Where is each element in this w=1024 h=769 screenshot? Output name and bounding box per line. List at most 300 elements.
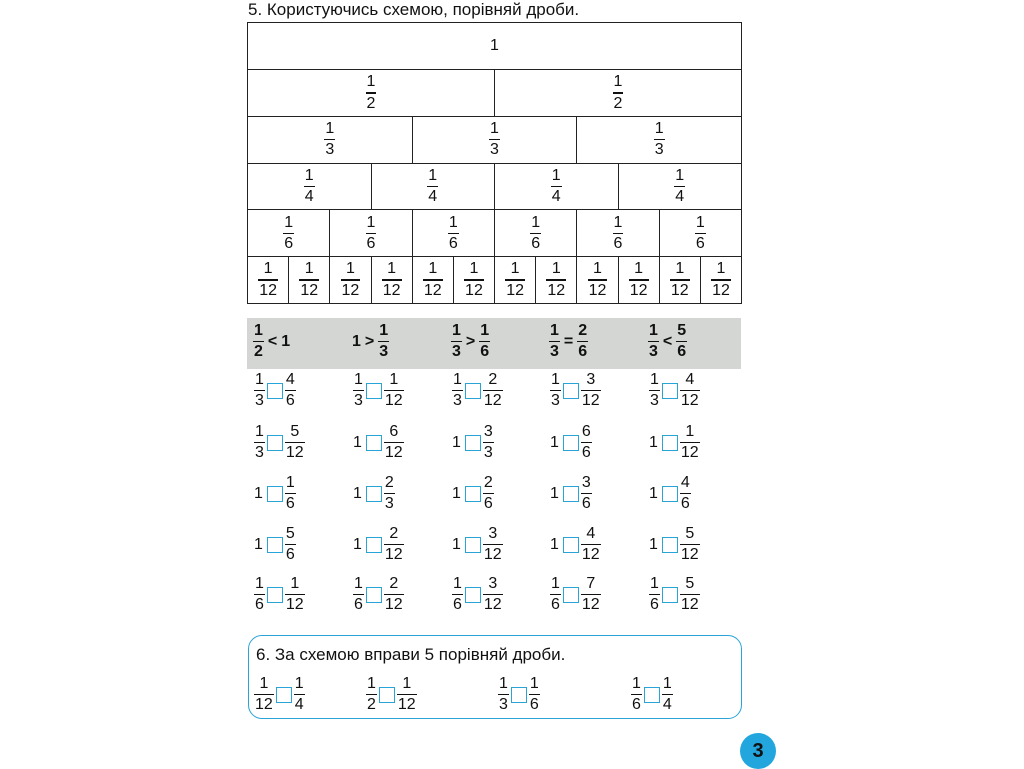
whole-number: 1 bbox=[353, 484, 362, 502]
fraction bbox=[549, 323, 560, 360]
fraction-bar bbox=[680, 594, 700, 595]
comparison-item bbox=[649, 424, 700, 461]
comparison-item bbox=[649, 372, 700, 409]
answer-box[interactable] bbox=[465, 486, 481, 502]
fraction bbox=[254, 424, 265, 461]
strip-row bbox=[248, 164, 742, 211]
denominator: 12 bbox=[384, 546, 403, 564]
denominator: 3 bbox=[354, 392, 363, 410]
numerator: 1 bbox=[499, 675, 508, 692]
example-comparison bbox=[352, 323, 389, 360]
comparison-item bbox=[452, 526, 503, 563]
numerator: 1 bbox=[402, 675, 412, 692]
numerator: 1 bbox=[389, 371, 399, 388]
example-comparison bbox=[451, 323, 490, 360]
fraction-bar bbox=[581, 493, 592, 494]
denominator: 12 bbox=[285, 596, 304, 614]
answer-box[interactable] bbox=[465, 383, 481, 399]
numerator: 1 bbox=[662, 675, 672, 692]
fraction bbox=[648, 323, 659, 360]
task5-title: 5. Користуючись схемою, порівняй дроби. bbox=[248, 0, 580, 19]
answer-box[interactable] bbox=[563, 587, 579, 603]
comparison-item bbox=[649, 526, 700, 563]
answer-box[interactable] bbox=[366, 587, 382, 603]
answer-box[interactable] bbox=[366, 435, 382, 451]
fraction bbox=[680, 475, 691, 512]
fraction-bar bbox=[384, 544, 404, 545]
fraction bbox=[254, 372, 265, 409]
fraction bbox=[662, 676, 673, 713]
fraction bbox=[366, 74, 377, 111]
denominator: 3 bbox=[649, 343, 658, 361]
fraction-bar bbox=[479, 341, 490, 342]
numerator: 1 bbox=[325, 120, 335, 138]
comparison-item bbox=[254, 676, 305, 713]
whole-number: 1 bbox=[452, 484, 461, 502]
example-comparison bbox=[549, 323, 588, 360]
answer-box[interactable] bbox=[563, 537, 579, 553]
comparison-item bbox=[550, 424, 592, 461]
fraction bbox=[680, 576, 700, 613]
numerator: 1 bbox=[345, 260, 355, 278]
fraction bbox=[670, 261, 690, 298]
numerator: 1 bbox=[304, 166, 314, 184]
fraction-bar bbox=[285, 493, 296, 494]
answer-box[interactable] bbox=[267, 587, 283, 603]
strip-cell bbox=[660, 257, 701, 303]
numerator: 1 bbox=[634, 260, 644, 278]
answer-box[interactable] bbox=[267, 383, 283, 399]
fraction-bar bbox=[680, 493, 691, 494]
fraction bbox=[353, 576, 364, 613]
numerator: 5 bbox=[290, 423, 300, 440]
comparison-item bbox=[353, 475, 395, 512]
numerator: 1 bbox=[650, 371, 659, 388]
fraction-bar bbox=[662, 694, 673, 695]
fraction-bar bbox=[324, 139, 335, 140]
fraction-bar bbox=[577, 341, 588, 342]
denominator: 3 bbox=[325, 141, 335, 159]
fraction-bar bbox=[670, 279, 690, 280]
numerator: 1 bbox=[452, 322, 461, 339]
fraction bbox=[581, 526, 601, 563]
numerator: 1 bbox=[254, 322, 263, 339]
numerator: 1 bbox=[551, 166, 561, 184]
answer-box[interactable] bbox=[511, 687, 527, 703]
strip-cell bbox=[660, 210, 742, 256]
fraction bbox=[452, 372, 463, 409]
fraction-bar bbox=[581, 544, 601, 545]
comparison-item bbox=[353, 576, 404, 613]
fraction-bar bbox=[629, 279, 649, 280]
denominator: 12 bbox=[300, 281, 319, 299]
numerator: 1 bbox=[290, 575, 300, 592]
answer-box[interactable] bbox=[465, 587, 481, 603]
fraction bbox=[464, 261, 484, 298]
strip-cell bbox=[495, 70, 742, 116]
strip-cell bbox=[413, 117, 578, 163]
fraction bbox=[452, 576, 463, 613]
answer-box[interactable] bbox=[267, 486, 283, 502]
numerator: 1 bbox=[448, 213, 458, 231]
denominator: 6 bbox=[581, 444, 591, 462]
denominator: 12 bbox=[255, 696, 273, 714]
whole-number: 1 bbox=[649, 484, 658, 502]
fraction bbox=[695, 215, 706, 252]
fraction-bar bbox=[654, 139, 665, 140]
page-number-badge: 3 bbox=[740, 733, 776, 769]
answer-box[interactable] bbox=[662, 435, 678, 451]
fraction bbox=[529, 676, 540, 713]
numerator: 1 bbox=[366, 213, 376, 231]
denominator: 12 bbox=[670, 281, 689, 299]
whole-number: 1 bbox=[254, 484, 263, 502]
fraction-bar bbox=[676, 341, 687, 342]
denominator: 12 bbox=[384, 444, 403, 462]
strip-cell bbox=[372, 257, 413, 303]
numerator: 2 bbox=[483, 474, 493, 491]
numerator: 1 bbox=[469, 260, 479, 278]
denominator: 6 bbox=[650, 596, 659, 614]
fraction bbox=[680, 526, 700, 563]
numerator: 6 bbox=[581, 423, 591, 440]
numerator: 1 bbox=[650, 575, 659, 592]
fraction-bar bbox=[483, 390, 503, 391]
comparison-item bbox=[631, 676, 673, 713]
numerator: 1 bbox=[387, 260, 397, 278]
numerator: 1 bbox=[490, 120, 499, 138]
denominator: 12 bbox=[680, 546, 699, 564]
answer-box[interactable] bbox=[662, 383, 678, 399]
fraction bbox=[384, 372, 404, 409]
denominator: 12 bbox=[629, 281, 648, 299]
fraction-bar bbox=[294, 694, 305, 695]
denominator: 12 bbox=[680, 444, 699, 462]
fraction bbox=[613, 74, 624, 111]
fraction-bar bbox=[581, 594, 601, 595]
numerator: 3 bbox=[586, 371, 596, 388]
comparison-item bbox=[254, 576, 305, 613]
fraction-bar bbox=[254, 594, 265, 595]
denominator: 6 bbox=[680, 495, 690, 513]
strip-cell bbox=[248, 210, 330, 256]
denominator: 6 bbox=[529, 696, 539, 714]
fraction-bar bbox=[529, 694, 540, 695]
denominator: 3 bbox=[452, 343, 461, 361]
comparison-examples bbox=[247, 318, 741, 369]
fraction-bar bbox=[549, 341, 560, 342]
fraction-bar bbox=[384, 594, 404, 595]
answer-box[interactable] bbox=[644, 687, 660, 703]
denominator: 12 bbox=[680, 392, 699, 410]
numerator: 1 bbox=[551, 260, 561, 278]
fraction-bar bbox=[384, 442, 404, 443]
fraction-bar bbox=[353, 390, 364, 391]
denominator: 3 bbox=[650, 392, 659, 410]
answer-box[interactable] bbox=[563, 486, 579, 502]
fraction-bar bbox=[613, 92, 624, 93]
fraction bbox=[384, 576, 404, 613]
comparison-item bbox=[452, 424, 494, 461]
denominator: 4 bbox=[294, 696, 304, 714]
denominator: 12 bbox=[341, 281, 360, 299]
fraction-bar bbox=[546, 279, 566, 280]
denominator: 6 bbox=[578, 343, 588, 361]
answer-box[interactable] bbox=[662, 537, 678, 553]
answer-box[interactable] bbox=[563, 435, 579, 451]
answer-box[interactable] bbox=[662, 587, 678, 603]
comparison-item bbox=[254, 372, 296, 409]
strip-row bbox=[248, 70, 742, 117]
strip-cell bbox=[248, 257, 289, 303]
denominator: 6 bbox=[480, 343, 490, 361]
fraction-bar bbox=[674, 186, 685, 187]
denominator: 4 bbox=[304, 188, 314, 206]
denominator: 2 bbox=[613, 94, 623, 112]
denominator: 12 bbox=[285, 444, 304, 462]
strip-cell bbox=[619, 164, 743, 210]
strip-cell bbox=[289, 257, 330, 303]
fraction bbox=[581, 475, 592, 512]
denominator: 3 bbox=[384, 495, 394, 513]
fraction-bar bbox=[341, 279, 361, 280]
strip-row bbox=[248, 257, 742, 304]
numerator: 2 bbox=[488, 371, 498, 388]
fraction-bar bbox=[283, 233, 294, 234]
fraction-bar bbox=[581, 442, 592, 443]
answer-box[interactable] bbox=[563, 383, 579, 399]
fraction bbox=[384, 475, 395, 512]
strip-cell bbox=[536, 257, 577, 303]
numerator: 1 bbox=[531, 213, 541, 231]
denominator: 12 bbox=[588, 281, 607, 299]
whole-number: 1 bbox=[550, 433, 559, 451]
answer-box[interactable] bbox=[276, 687, 292, 703]
denominator: 12 bbox=[483, 596, 502, 614]
fraction-bar bbox=[695, 233, 706, 234]
answer-box[interactable] bbox=[379, 687, 395, 703]
numerator: 1 bbox=[453, 371, 462, 388]
strip-cell bbox=[413, 257, 454, 303]
strip-cell bbox=[495, 164, 619, 210]
strip-cell bbox=[577, 257, 618, 303]
numerator: 5 bbox=[285, 525, 295, 542]
denominator: 2 bbox=[254, 343, 263, 361]
whole-number: 1 bbox=[649, 535, 658, 553]
numerator: 1 bbox=[284, 213, 294, 231]
fraction bbox=[451, 323, 462, 360]
strip-row-whole bbox=[248, 23, 742, 70]
numerator: 1 bbox=[551, 575, 560, 592]
denominator: 12 bbox=[581, 392, 600, 410]
fraction bbox=[423, 261, 443, 298]
answer-box[interactable] bbox=[366, 537, 382, 553]
fraction-bar bbox=[452, 390, 463, 391]
denominator: 3 bbox=[255, 392, 264, 410]
fraction bbox=[581, 372, 601, 409]
denominator: 6 bbox=[448, 234, 458, 252]
fraction-bar bbox=[464, 279, 484, 280]
comparison-item bbox=[254, 526, 296, 563]
denominator: 6 bbox=[285, 546, 295, 564]
answer-box[interactable] bbox=[267, 537, 283, 553]
fraction bbox=[629, 261, 649, 298]
denominator: 3 bbox=[490, 141, 499, 159]
numerator: 5 bbox=[685, 525, 695, 542]
fraction bbox=[711, 261, 731, 298]
fraction bbox=[324, 121, 335, 158]
fraction-bar bbox=[285, 442, 305, 443]
numerator: 1 bbox=[613, 73, 623, 91]
strip-cell bbox=[372, 164, 496, 210]
numerator: 1 bbox=[255, 371, 264, 388]
numerator: 1 bbox=[675, 260, 685, 278]
numerator: 2 bbox=[389, 575, 399, 592]
numerator: 6 bbox=[389, 423, 399, 440]
numerator: 1 bbox=[716, 260, 726, 278]
fraction bbox=[654, 121, 665, 158]
numerator: 1 bbox=[285, 474, 295, 491]
fraction-bar bbox=[588, 279, 608, 280]
denominator: 12 bbox=[680, 596, 699, 614]
strip-row bbox=[248, 117, 742, 164]
whole-number: 1 bbox=[353, 535, 362, 553]
numerator: 5 bbox=[677, 322, 687, 339]
comparison-item bbox=[254, 475, 296, 512]
fraction bbox=[550, 372, 561, 409]
answer-box[interactable] bbox=[465, 537, 481, 553]
fraction-bar bbox=[452, 594, 463, 595]
answer-box[interactable] bbox=[465, 435, 481, 451]
numerator: 2 bbox=[389, 525, 399, 542]
fraction bbox=[382, 261, 402, 298]
fraction bbox=[483, 372, 503, 409]
numerator: 1 bbox=[428, 166, 438, 184]
fraction bbox=[294, 676, 305, 713]
fraction-bar bbox=[448, 233, 459, 234]
numerator: 5 bbox=[685, 575, 695, 592]
fraction-bar bbox=[483, 544, 503, 545]
denominator: 3 bbox=[453, 392, 462, 410]
numerator: 1 bbox=[263, 260, 273, 278]
numerator: 1 bbox=[551, 371, 560, 388]
strip-row bbox=[248, 210, 742, 257]
fraction-bar bbox=[551, 186, 562, 187]
comparison-item bbox=[353, 424, 404, 461]
numerator: 1 bbox=[632, 675, 641, 692]
numerator: 1 bbox=[550, 322, 559, 339]
numerator: 1 bbox=[255, 423, 264, 440]
fraction-bar bbox=[254, 442, 265, 443]
comparison-item bbox=[498, 676, 540, 713]
fraction-bar bbox=[711, 279, 731, 280]
numerator: 1 bbox=[354, 575, 363, 592]
numerator: 1 bbox=[480, 322, 490, 339]
fraction bbox=[397, 676, 417, 713]
denominator: 6 bbox=[695, 234, 705, 252]
comparison-sign: > bbox=[465, 332, 476, 350]
comparison-sign: < bbox=[662, 332, 673, 350]
fraction-bar bbox=[550, 594, 561, 595]
comparison-item bbox=[353, 372, 404, 409]
fraction-bar bbox=[423, 279, 443, 280]
denominator: 6 bbox=[531, 234, 541, 252]
fraction-bar bbox=[483, 594, 503, 595]
answer-box[interactable] bbox=[662, 486, 678, 502]
fraction bbox=[341, 261, 361, 298]
numerator: 1 bbox=[259, 675, 269, 692]
fraction-bar bbox=[550, 390, 561, 391]
fraction bbox=[674, 168, 685, 205]
denominator: 6 bbox=[613, 234, 623, 252]
fraction bbox=[285, 372, 296, 409]
fraction-bar bbox=[285, 544, 296, 545]
strip-cell-whole: 1 bbox=[248, 23, 742, 69]
fraction bbox=[530, 215, 541, 252]
fraction bbox=[581, 424, 592, 461]
fraction-bar bbox=[285, 390, 296, 391]
fraction-bar bbox=[353, 594, 364, 595]
numerator: 3 bbox=[488, 525, 498, 542]
fraction bbox=[483, 424, 494, 461]
fraction bbox=[613, 215, 624, 252]
numerator: 2 bbox=[578, 322, 588, 339]
fraction bbox=[680, 372, 700, 409]
answer-box[interactable] bbox=[366, 486, 382, 502]
whole-number: 1 bbox=[281, 332, 291, 350]
fraction bbox=[353, 372, 364, 409]
numerator: 1 bbox=[649, 322, 658, 339]
numerator: 3 bbox=[483, 423, 493, 440]
fraction-bar bbox=[530, 233, 541, 234]
fraction bbox=[258, 261, 278, 298]
denominator: 4 bbox=[551, 188, 561, 206]
strip-cell bbox=[413, 210, 495, 256]
comparison-item bbox=[550, 372, 601, 409]
denominator: 2 bbox=[366, 94, 376, 112]
comparison-item bbox=[452, 475, 494, 512]
whole-number: 1 bbox=[352, 332, 361, 350]
numerator: 7 bbox=[586, 575, 596, 592]
strip-cell bbox=[619, 257, 660, 303]
numerator: 1 bbox=[304, 260, 314, 278]
denominator: 12 bbox=[384, 596, 403, 614]
denominator: 2 bbox=[367, 696, 376, 714]
fraction-bar bbox=[378, 341, 389, 342]
fraction bbox=[581, 576, 601, 613]
comparison-item bbox=[649, 475, 691, 512]
fraction bbox=[680, 424, 700, 461]
fraction-bar bbox=[498, 694, 509, 695]
numerator: 1 bbox=[510, 260, 520, 278]
comparison-item bbox=[452, 576, 503, 613]
fraction-bar bbox=[451, 341, 462, 342]
comparison-item bbox=[254, 424, 305, 461]
fraction bbox=[577, 323, 588, 360]
denominator: 12 bbox=[547, 281, 566, 299]
fraction-bar bbox=[384, 493, 395, 494]
numerator: 4 bbox=[586, 525, 596, 542]
fraction bbox=[649, 576, 660, 613]
denominator: 12 bbox=[382, 281, 401, 299]
fraction bbox=[551, 168, 562, 205]
answer-box[interactable] bbox=[366, 383, 382, 399]
strip-cell bbox=[248, 117, 413, 163]
fraction bbox=[304, 168, 315, 205]
strip-cell bbox=[248, 164, 372, 210]
answer-box[interactable] bbox=[267, 435, 283, 451]
fraction-bar bbox=[581, 390, 601, 391]
